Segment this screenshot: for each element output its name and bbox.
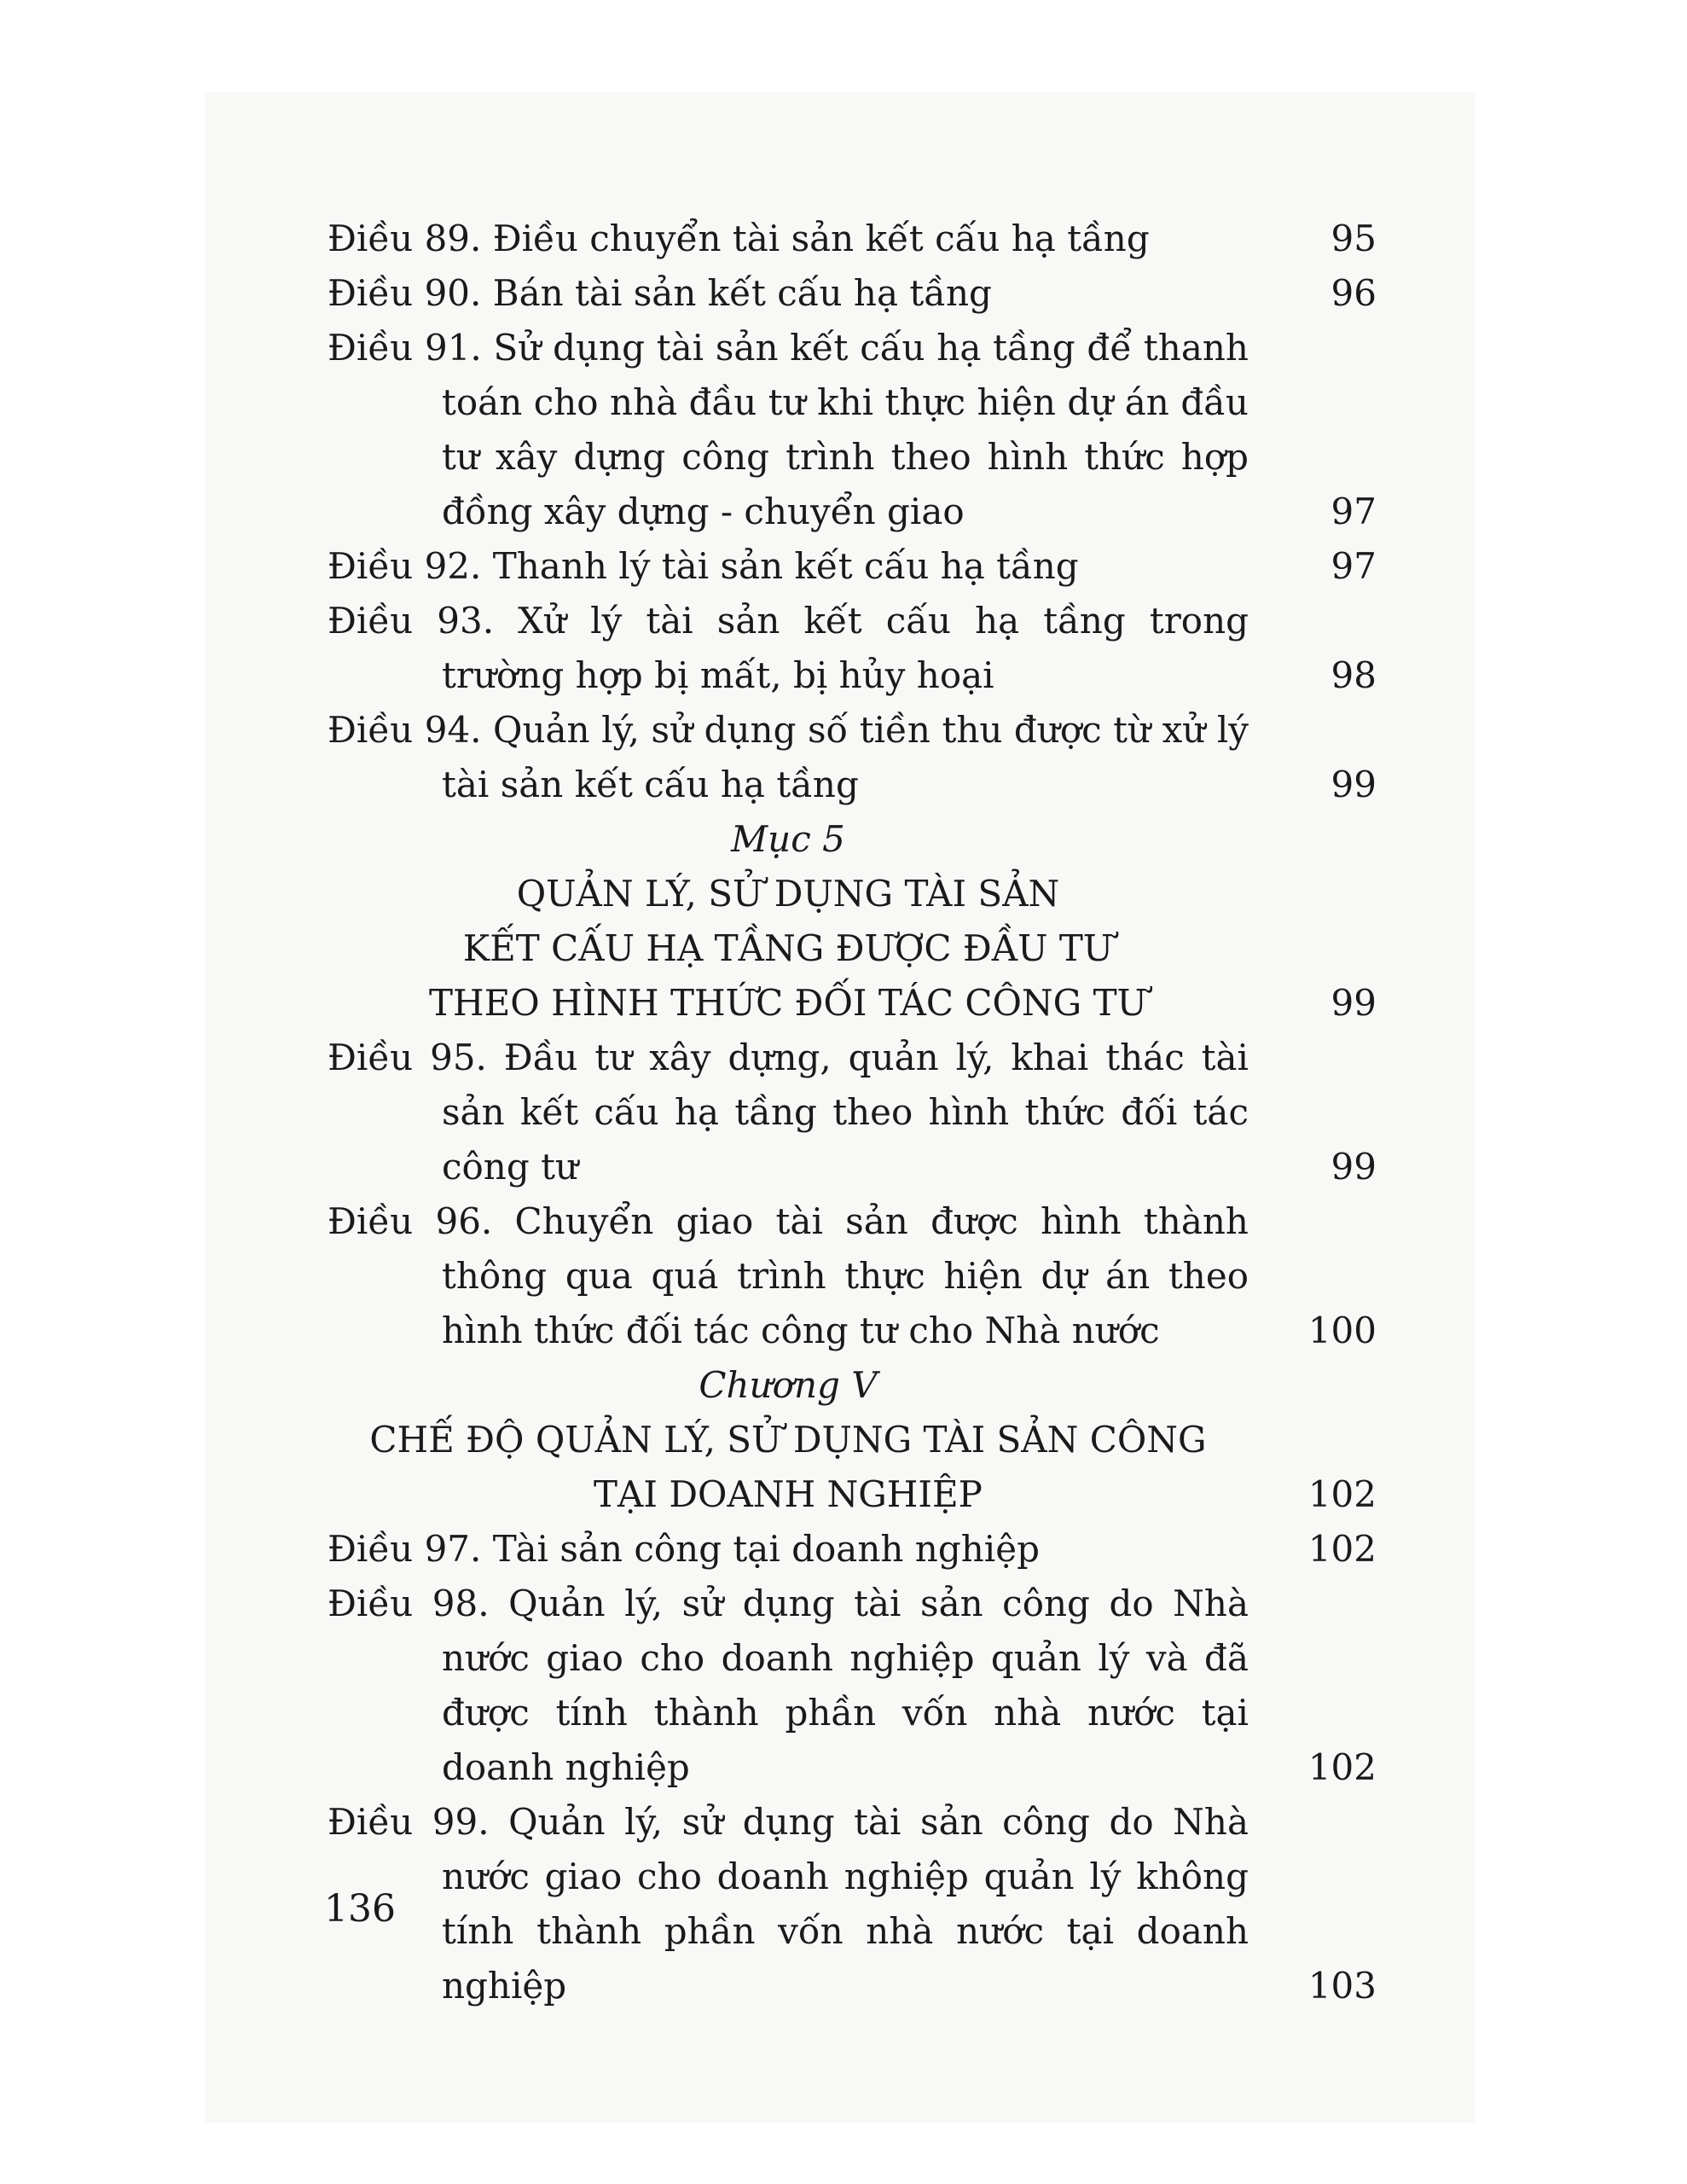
page-number: 136 — [324, 1887, 396, 1931]
toc-entry-text: Điều 90. Bán tài sản kết cấu hạ tầng — [328, 272, 992, 314]
section-label: Mục 5 — [731, 818, 845, 860]
toc-entry-article-91 — [328, 321, 1377, 539]
toc-entry-article-95 — [328, 1031, 1377, 1194]
chapter-title-line: TẠI DOANH NGHIỆP — [594, 1473, 983, 1515]
toc-entry-page: 99 — [1330, 1146, 1377, 1188]
chapter-heading — [328, 1358, 1377, 1522]
toc-entry-text: Điều 98. Quản lý, sử dụng tài sản công do Nhà nước giao cho doanh nghiệp quản lý và đã được tính thành phần vốn nhà nước tại doanh nghiệp — [328, 1583, 1249, 1788]
toc-entry-text: Điều 92. Thanh lý tài sản kết cấu hạ tầng — [328, 545, 1079, 587]
toc-entry-page: 96 — [1330, 272, 1377, 314]
toc-entry-page: 99 — [1330, 764, 1377, 805]
chapter-label: Chương V — [699, 1364, 878, 1406]
toc-entry-article-89 — [328, 212, 1377, 266]
toc-entry-text: Điều 93. Xử lý tài sản kết cấu hạ tầng trong trường hợp bị mất, bị hủy hoại — [328, 600, 1249, 696]
toc-entry-article-93 — [328, 594, 1377, 703]
toc-entry-page: 97 — [1330, 545, 1377, 587]
toc-entry-article-92 — [328, 539, 1377, 594]
toc-entry-text: Điều 96. Chuyển giao tài sản được hình thành thông qua quá trình thực hiện dự án theo hình thức đối tác công tư cho Nhà nước — [328, 1200, 1249, 1351]
toc-entry-page: 97 — [1330, 491, 1377, 532]
toc-entry-page: 103 — [1307, 1965, 1377, 2007]
chapter-page: 102 — [1307, 1473, 1377, 1515]
toc-entry-article-90 — [328, 266, 1377, 321]
section-page: 99 — [1330, 982, 1377, 1024]
toc-entry-page: 95 — [1330, 218, 1377, 259]
toc-entry-article-99 — [328, 1795, 1377, 2013]
toc-entry-article-94 — [328, 703, 1377, 812]
toc-entry-text: Điều 89. Điều chuyển tài sản kết cấu hạ tầng — [328, 218, 1150, 259]
toc-entry-text: Điều 95. Đầu tư xây dựng, quản lý, khai thác tài sản kết cấu hạ tầng theo hình thức đối tác công tư — [328, 1037, 1249, 1188]
chapter-title-line: CHẾ ĐỘ QUẢN LÝ, SỬ DỤNG TÀI SẢN CÔNG — [369, 1419, 1207, 1461]
toc-entry-text: Điều 97. Tài sản công tại doanh nghiệp — [328, 1528, 1040, 1570]
toc-entry-article-96 — [328, 1194, 1377, 1358]
toc-entry-page: 98 — [1330, 654, 1377, 696]
section-title-line: QUẢN LÝ, SỬ DỤNG TÀI SẢN — [516, 873, 1060, 915]
section-title-line: KẾT CẤU HẠ TẦNG ĐƯỢC ĐẦU TƯ — [462, 927, 1114, 969]
toc-entry-text: Điều 94. Quản lý, sử dụng số tiền thu được từ xử lý tài sản kết cấu hạ tầng — [328, 709, 1249, 805]
toc-entry-article-98 — [328, 1577, 1377, 1795]
section-heading — [328, 812, 1377, 1031]
toc-entry-text: Điều 99. Quản lý, sử dụng tài sản công do Nhà nước giao cho doanh nghiệp quản lý không tính thành phần vốn nhà nước tại doanh nghiệp — [328, 1801, 1249, 2007]
table-of-contents — [328, 212, 1377, 2013]
section-title-line: THEO HÌNH THỨC ĐỐI TÁC CÔNG TƯ — [429, 982, 1147, 1024]
toc-entry-page: 100 — [1307, 1310, 1377, 1351]
toc-entry-article-97 — [328, 1522, 1377, 1577]
toc-entry-page: 102 — [1307, 1528, 1377, 1570]
toc-entry-text: Điều 91. Sử dụng tài sản kết cấu hạ tầng để thanh toán cho nhà đầu tư khi thực hiện dự án đầu tư xây dựng công trình theo hình thức hợp đồng xây dựng - chuyển giao — [328, 327, 1249, 532]
toc-entry-page: 102 — [1307, 1746, 1377, 1788]
